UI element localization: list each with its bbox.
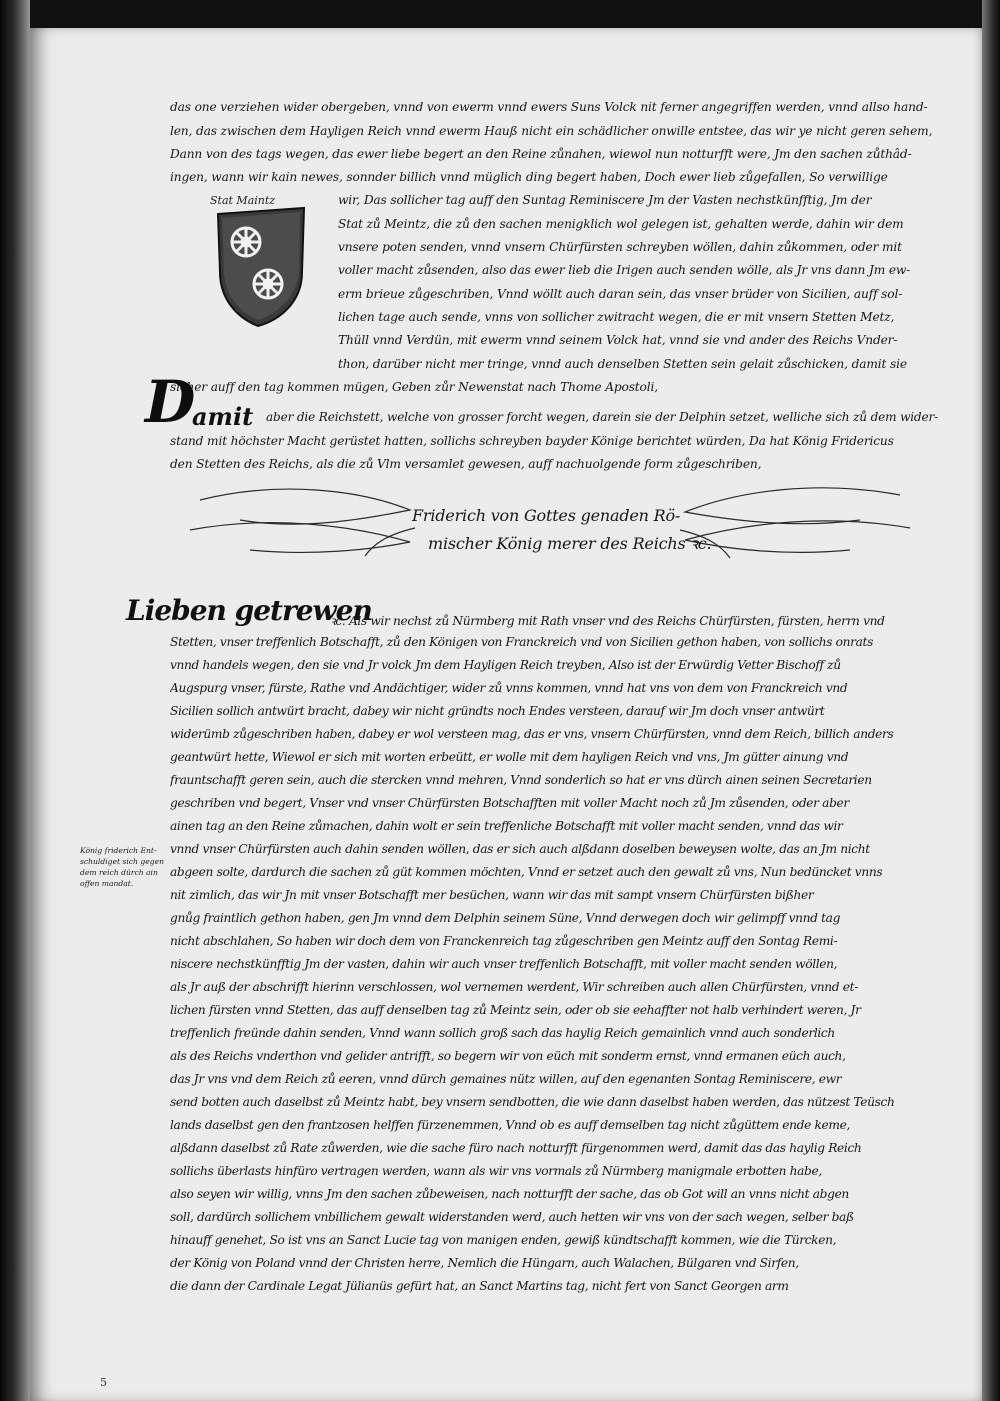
text-line: thon, darüber nicht mer tringe, vnnd auch denselben Stetten sein gelait zůschicken, damit sie (338, 357, 907, 371)
text-line: hinauff genehet, So ist vns an Sanct Lucie tag von manigen enden, gewiß kündtschafft kommen, wie die Türcken, (170, 1233, 837, 1247)
text-line: stand mit höchster Macht gerüstet hatten, sollichs schreyben bayder Könige berichtet würden, Da hat König Fridericus (170, 434, 894, 448)
text-line: voller macht zůsenden, also das ewer lieb die Irigen auch senden wölle, als Jr vns dann Jm ew- (338, 263, 911, 277)
text-line: ingen, wann wir kain newes, sonnder billich vnnd müglich ding begert haben, Doch ewer lieb zůgefallen, So verwillige (170, 170, 888, 184)
text-line: erm brieue zůgeschriben, Vnnd wöllt auch daran sein, das vnser brüder von Sicilien, auff sol- (338, 287, 903, 301)
text-line: als Jr auß der abschrifft hierinn verschlossen, wol vernemen werdent, Wir schreiben auch allen Chürfürsten, vnnd et- (170, 980, 858, 994)
coat-of-arms-label: Stat Maintz (210, 194, 276, 207)
text-line: der König von Poland vnnd der Christen herre, Nemlich die Hüngarn, auch Walachen, Bülgaren vnd Sirfen, (170, 1256, 799, 1270)
text-line: abgeen solte, dardurch die sachen zů güt kommen möchten, Vnnd er setzet auch den gewalt zů vns, Nun bedüncket vnns (170, 865, 883, 879)
text-line: ainen tag an den Reine zůmachen, dahin wolt er sein treffenliche Botschafft mit voller macht senden, vnnd das wir (170, 819, 843, 833)
page-edge-shadow (982, 0, 1000, 1401)
text-line: gnůg fraintlich gethon haben, gen Jm vnnd dem Delphin seinem Süne, Vnnd derwegen doch wir gelimpff vnnd tag (170, 911, 841, 925)
text-line: Thüll vnnd Verdün, mit ewerm vnnd seinem Volck hat, vnnd sie vnd ander des Reichs Vnder- (338, 333, 898, 347)
book-spine-shadow (0, 0, 30, 1401)
text-line: Stetten, vnser treffenlich Botschafft, zů den Königen von Franckreich vnd von Sicilien gethon haben, von sollichs onrats (170, 635, 873, 649)
text-line: treffenlich freünde dahin senden, Vnnd wann sollich groß sach das haylig Reich gemainlich vnnd auch sonderlich (170, 1026, 835, 1040)
text-line: vnsere poten senden, vnnd vnsern Chürfürsten schreyben wöllen, dahin zůkommen, oder mit (338, 240, 902, 254)
text-line: len, das zwischen dem Hayligen Reich vnnd ewerm Hauß nicht ein schädlicher onwille entstee, das wir ye nicht geren sehem, (170, 124, 933, 138)
text-line: wir, Das sollicher tag auff den Suntag Reminiscere Jm der Vasten nechstkünfftig, Jm der (338, 193, 872, 207)
letter-title-line-1: Friderich von Gottes genaden Rö- (412, 506, 681, 525)
text-line: Stat zů Meintz, die zů den sachen menigklich wol gelegen ist, gehalten werde, dahin wir dem (338, 217, 904, 231)
text-line: Augspurg vnser, fürste, Rathe vnd Andächtiger, wider zů vnns kommen, vnnd hat vns von dem von Franckreich vnd (170, 681, 848, 695)
text-line: Sicilien sollich antwürt bracht, dabey wir nicht gründts noch Endes versteen, darauf wir Jm doch vnser antwürt (170, 704, 825, 718)
text-line: nit zimlich, das wir Jn mit vnser Botschafft mer besüchen, wann wir das mit sampt vnsern Chürfürsten bißher (170, 888, 814, 902)
text-line: send botten auch daselbst zů Meintz habt, bey vnsern sendbotten, die wie dann daselbst haben werden, das nützest Teüsch (170, 1095, 895, 1109)
text-line: nicht abschlahen, So haben wir doch dem von Franckenreich tag zůgeschriben gen Meintz auff den Sontag Remi- (170, 934, 838, 948)
letter-head-word: Lieben getrewen (126, 594, 372, 627)
text-line: den Stetten des Reichs, als die zů Vlm versamlet gewesen, auff nachuolgende form zůgeschriben, (170, 457, 762, 471)
text-line: niscere nechstkünfftig Jm der vasten, dahin wir auch vnser treffenlich Botschafft, mit voller macht senden wöllen, (170, 957, 838, 971)
text-line: geantwürt hette, Wiewol er sich mit worten erbeütt, er wolle mit dem hayligen Reich vnd vns, Jm gütter ainung vnd (170, 750, 849, 764)
text-line: ꝛc. Als wir nechst zů Nürmberg mit Rath vnser vnd des Reichs Chürfürsten, fürsten, herrn vnd (330, 614, 885, 628)
letter-title-line-2: mischer König merer des Reichs ꝛc. (428, 534, 712, 553)
text-line: aber die Reichstett, welche von grosser forcht wegen, darein sie der Delphin setzet, welliche sich zů dem wider- (266, 410, 938, 424)
text-line: Dann von des tags wegen, das ewer liebe begert an den Reine zůnahen, wiewol nun notturfft were, Jm den sachen zůthâd- (170, 147, 912, 161)
paragraph-2-head-word: amit (192, 402, 254, 431)
text-line: vnnd handels wegen, den sie vnd Jr volck Jm dem Hayligen Reich treyben, Also ist der Erwürdig Vetter Bischoff zů (170, 658, 841, 672)
text-line: sicher auff den tag kommen mügen, Geben zůr Newenstat nach Thome Apostoli, (170, 380, 658, 394)
text-line: widerümb zůgeschriben haben, dabey er wol versteen mag, das er vns, vnsern Chürfürsten, vnnd dem Reich, billich anders (170, 727, 894, 741)
title-flourish (160, 470, 940, 580)
text-line: lichen fürsten vnnd Stetten, das auff denselben tag zů Meintz sein, oder ob sie eehaffter not halb verhindert weren, Jr (170, 1003, 861, 1017)
margin-note-line: König friderich Ent- (80, 846, 157, 855)
margin-note-line: offen mandat. (80, 879, 134, 888)
text-line: soll, dardürch sollichem vnbillichem gewalt widerstanden werd, auch hetten wir vns von der sach wegen, selber baß (170, 1210, 854, 1224)
text-line: das one verziehen wider obergeben, vnnd von ewerm vnnd ewers Suns Volck nit ferner angegriffen werden, vnnd allso hand- (170, 100, 928, 114)
page-mark: 5 (100, 1376, 107, 1389)
text-line: also seyen wir willig, vnns Jm den sachen zůbeweisen, nach notturfft der sache, das ob Got will an vnns nicht abgen (170, 1187, 849, 1201)
text-line: lands daselbst gen den frantzosen helffen fürzenemmen, Vnnd ob es auff demselben tag nicht zůgüttem ende keme, (170, 1118, 850, 1132)
margin-note-line: schuldiget sich gegen (80, 857, 164, 866)
margin-note-line: dem reich dürch ain (80, 868, 158, 877)
text-line: lichen tage auch sende, vnns von sollicher zwitracht wegen, die er mit vnsern Stetten Metz, (338, 310, 895, 324)
text-line: das Jr vns vnd dem Reich zů eeren, vnnd dürch gemaines nütz willen, auf den egenanten Sontag Reminiscere, ewr (170, 1072, 842, 1086)
text-line: die dann der Cardinale Legat Jülianüs gefürt hat, an Sanct Martins tag, nicht fert von Sanct Georgen arm (170, 1279, 789, 1293)
text-line: vnnd vnser Chürfürsten auch dahin senden wöllen, das er sich auch alßdann doselben beweysen wolte, das an Jm nicht (170, 842, 870, 856)
text-line: frauntschafft geren sein, auch die stercken vnnd mehren, Vnnd sonderlich so hat er vns dürch ainen seinen Secretarien (170, 773, 872, 787)
text-line: alßdann daselbst zů Rate zůwerden, wie die sache füro nach notturfft fürgenommen werd, damit das das haylig Reich (170, 1141, 862, 1155)
text-line: sollichs überlasts hinfüro vertragen werden, wann als wir vns vormals zů Nürmberg manigmale erbotten habe, (170, 1164, 822, 1178)
drop-cap: D (145, 368, 196, 436)
text-line: geschriben vnd begert, Vnser vnd vnser Chürfürsten Botschafften mit voller Macht noch zů Jm zůsenden, oder aber (170, 796, 849, 810)
text-line: als des Reichs vnderthon vnd gelider antrifft, so begern wir von eüch mit sonderm ernst, vnnd ermanen eüch auch, (170, 1049, 846, 1063)
mainz-coat-of-arms (210, 192, 310, 332)
margin-note (80, 845, 170, 889)
